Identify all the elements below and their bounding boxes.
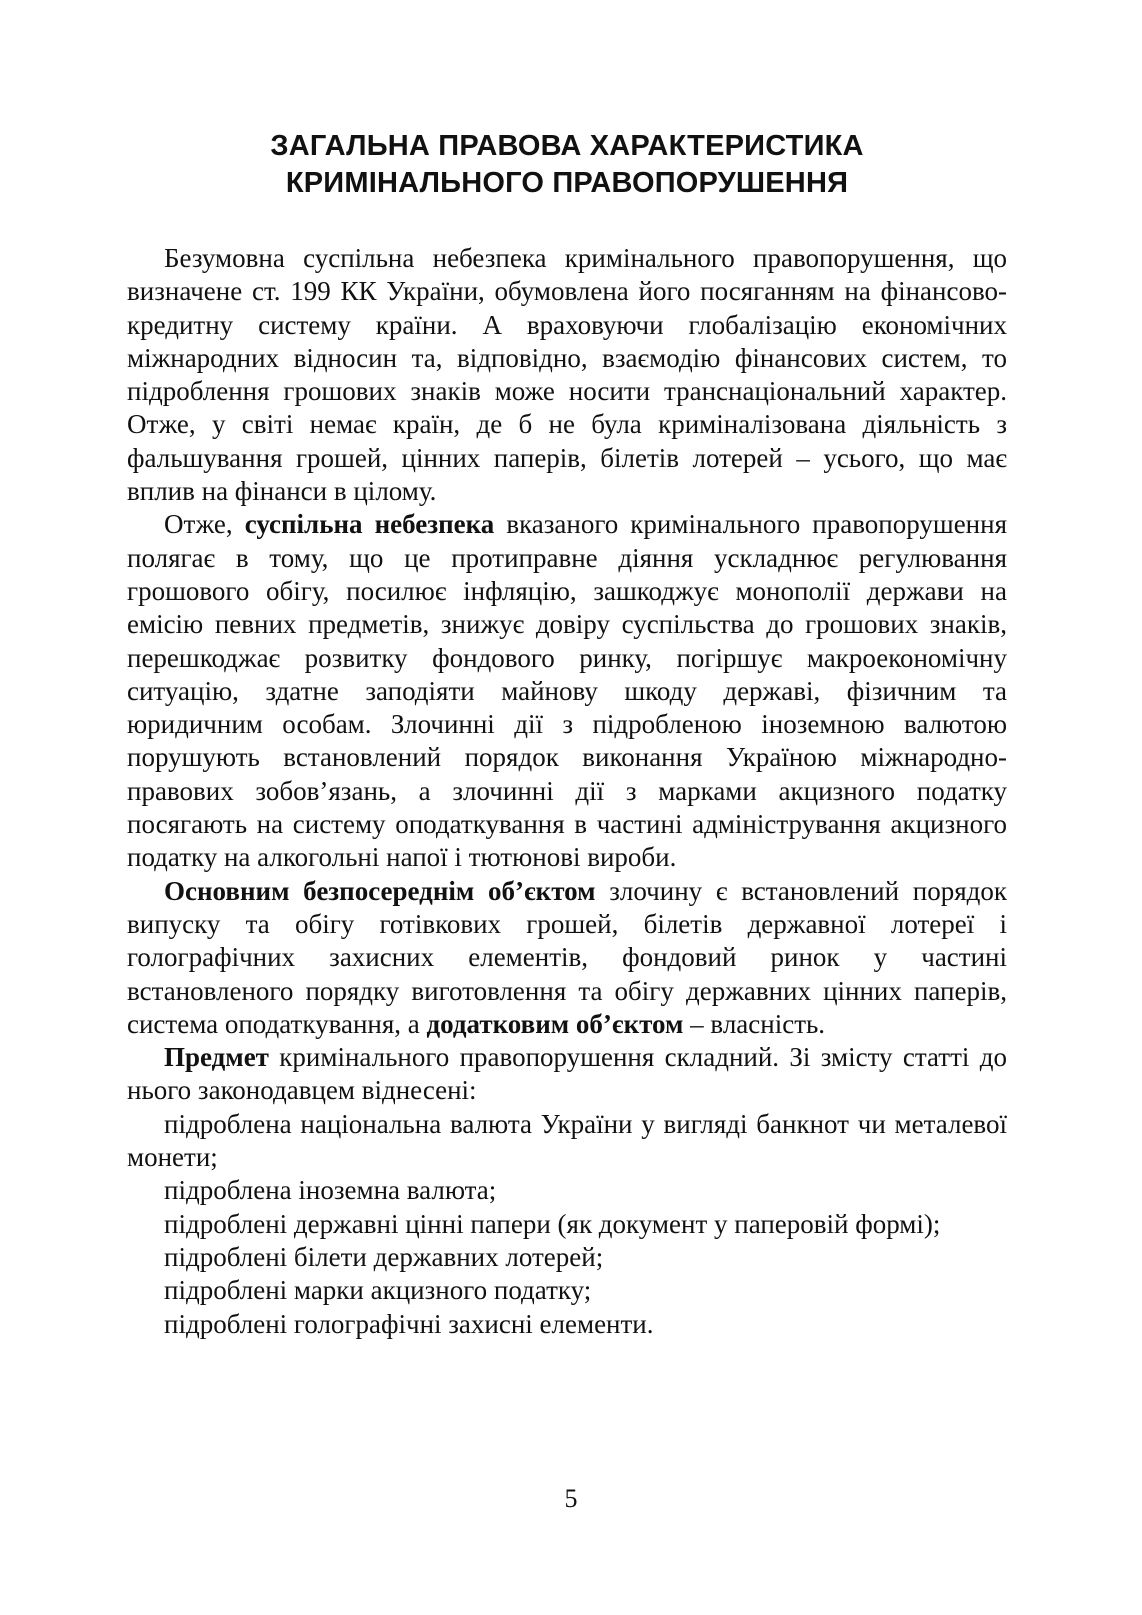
paragraph-2	[127, 508, 1007, 874]
title-line-1: ЗАГАЛЬНА ПРАВОВА ХАРАКТЕРИСТИКА	[270, 130, 864, 162]
list-item: підроблені державні цінні папери (як документ у паперовій формі);	[164, 1208, 941, 1239]
list-item: підроблені білети державних лотерей;	[164, 1241, 604, 1272]
list-item: підроблені голографічні захисні елементи.	[164, 1308, 654, 1339]
paragraph-3	[127, 875, 1007, 1041]
paragraph-2-text: вказаного кримінального правопорушення полягає в тому, що це протиправне діяння ускладнює регулювання грошового обігу, посилює інфляцію, зашкоджує монополії держави на емісію певних предметів, знижує довіру суспільства до грошових знаків, перешкоджає розвитку фондового ринку, погіршує макроекономічну ситуацію, здатне заподіяти майнову шкоду державі, фізичним та юридичним особам. Злочинні дії з підробленою іноземною валютою порушують встановлений порядок виконання Україною міжнародно-правових зобов’язань, а злочинні дії з марками акцизного податку посягають на систему оподаткування в частині адміністрування акцизного податку на алкогольні напої і тютюнові вироби.	[127, 509, 1007, 873]
page-title	[127, 128, 1007, 202]
paragraph-1: Безумовна суспільна небезпека кримінального правопорушення, що визначене ст. 199 КК України, обумовлена його посяганням на фінансово-кредитну систему країни. А враховуючи глобалізацію економічних міжнародних відносин та, відповідно, взаємодію фінансових систем, то підроблення грошових знаків може носити транснаціональний характер. Отже, у світі немає країн, де б не була криміналізована діяльність з фальшування грошей, цінних паперів, білетів лотерей – усього, що має вплив на фінанси в цілому.	[127, 243, 1007, 507]
paragraph-2-term: суспільна небезпека	[244, 509, 495, 540]
page-number: 5	[564, 1484, 578, 1513]
list-item: підроблена національна валюта України у вигляді банкнот чи металевої монети;	[127, 1108, 1007, 1173]
paragraph-3-text: злочину є встановлений порядок випуску та обігу готівкових грошей, білетів державної лотереї і голографічних захисних елементів, фондовий ринок у частині встановленого порядку виготовлення та обігу державних цінних паперів, система оподаткування, а	[127, 875, 1007, 1039]
paragraph-4	[127, 1041, 1007, 1108]
title-line-2: КРИМІНАЛЬНОГО ПРАВОПОРУШЕННЯ	[285, 167, 849, 199]
list-item: підроблена іноземна валюта;	[164, 1175, 497, 1206]
paragraph-3-term-main: Основним безпосереднім об’єктом	[164, 875, 596, 906]
paragraph-3-term-additional: додатковим об’єктом	[426, 1008, 684, 1039]
document-body	[127, 242, 1007, 1341]
paragraph-3-end: – власність.	[683, 1008, 826, 1039]
document-page	[127, 0, 1007, 1341]
paragraph-4-term: Предмет	[164, 1042, 269, 1073]
paragraph-2-lead: Отже,	[164, 509, 245, 540]
list-item: підроблені марки акцизного податку;	[164, 1275, 592, 1306]
paragraph-4-text: кримінального правопорушення складний. Зі змісту статті до нього законодавцем віднесені:	[127, 1042, 1007, 1106]
